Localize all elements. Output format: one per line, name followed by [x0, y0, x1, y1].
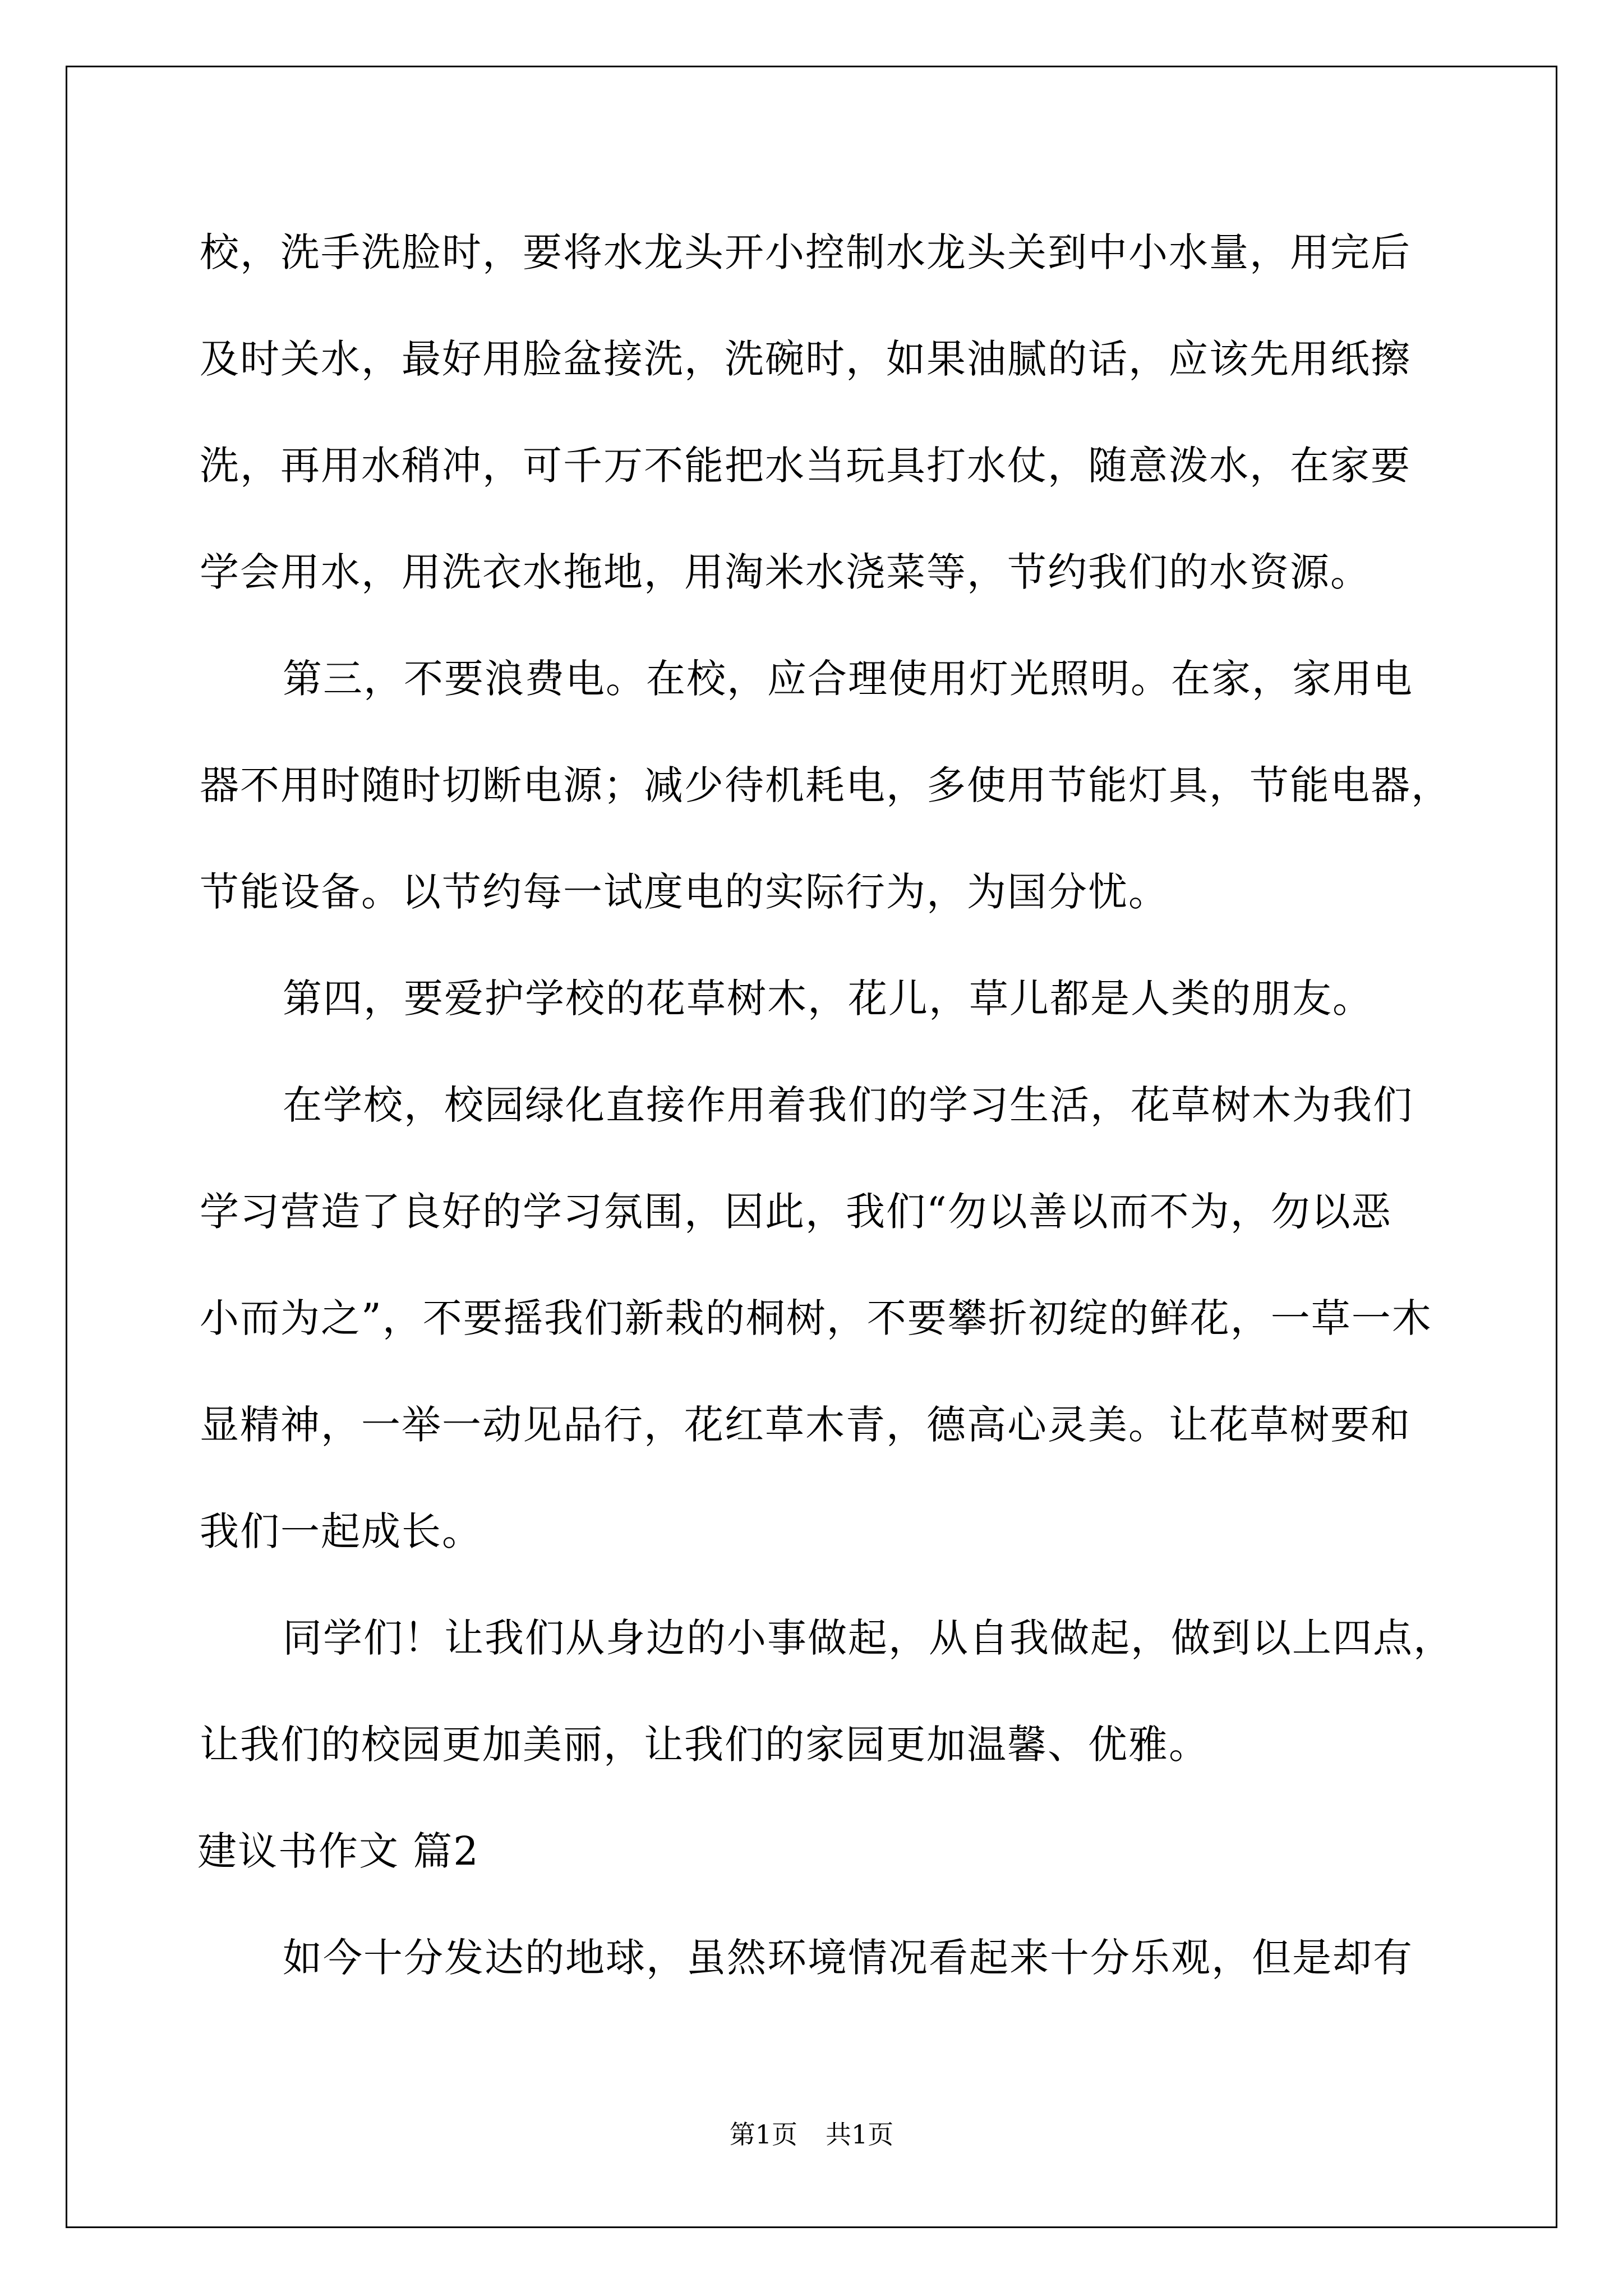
paragraph-first-line: 在学校，校园绿化直接作用着我们的学习生活，花草树木为我们: [283, 1082, 1413, 1128]
text-line: 显精神，一举一动见品行，花红草木青，德高心灵美。让花草树要和: [200, 1402, 1411, 1448]
document-body: [197, 206, 1454, 2018]
text-line: 让我们的校园更加美丽，让我们的家园更加温馨、优雅。: [200, 1722, 1209, 1768]
page-footer: [0, 2118, 1623, 2151]
text-line: 学会用水，用洗衣水拖地，用淘米水浇菜等，节约我们的水资源。: [200, 549, 1371, 595]
page-number: 第1页: [729, 2119, 797, 2150]
text-line: 校，洗手洗脸时，要将水龙头开小控制水龙头关到中小水量，用完后: [200, 229, 1411, 275]
paragraph-first-line: 如今十分发达的地球，虽然环境情况看起来十分乐观，但是却有: [283, 1935, 1413, 1981]
text-line: 学习营造了良好的学习氛围，因此，我们“勿以善以而不为，勿以恶: [200, 1189, 1392, 1235]
text-line: 器不用时随时切断电源；减少待机耗电，多使用节能灯具，节能电器，: [200, 762, 1451, 808]
text-line: 及时关水，最好用脸盆接洗，洗碗时，如果油腻的话，应该先用纸擦: [200, 336, 1411, 382]
text-line: 节能设备。以节约每一试度电的实际行为，为国分忧。: [200, 869, 1169, 915]
text-line: 小而为之”，不要摇我们新栽的桐树，不要攀折初绽的鲜花，一草一木: [200, 1295, 1432, 1341]
paragraph-first-line: 第三，不要浪费电。在校，应合理使用灯光照明。在家，家用电: [283, 656, 1413, 702]
paragraph-first-line: 第四，要爱护学校的花草树木，花儿，草儿都是人类的朋友。: [283, 976, 1373, 1022]
text-line: 洗，再用水稍冲，可千万不能把水当玩具打水仗，随意泼水，在家要: [200, 443, 1411, 489]
text-line: 我们一起成长。: [200, 1508, 482, 1554]
section-heading: 建议书作文 篇2: [197, 1828, 479, 1874]
page-total: 共1页: [826, 2119, 894, 2150]
paragraph-first-line: 同学们！让我们从身边的小事做起，从自我做起，做到以上四点，: [283, 1615, 1454, 1661]
